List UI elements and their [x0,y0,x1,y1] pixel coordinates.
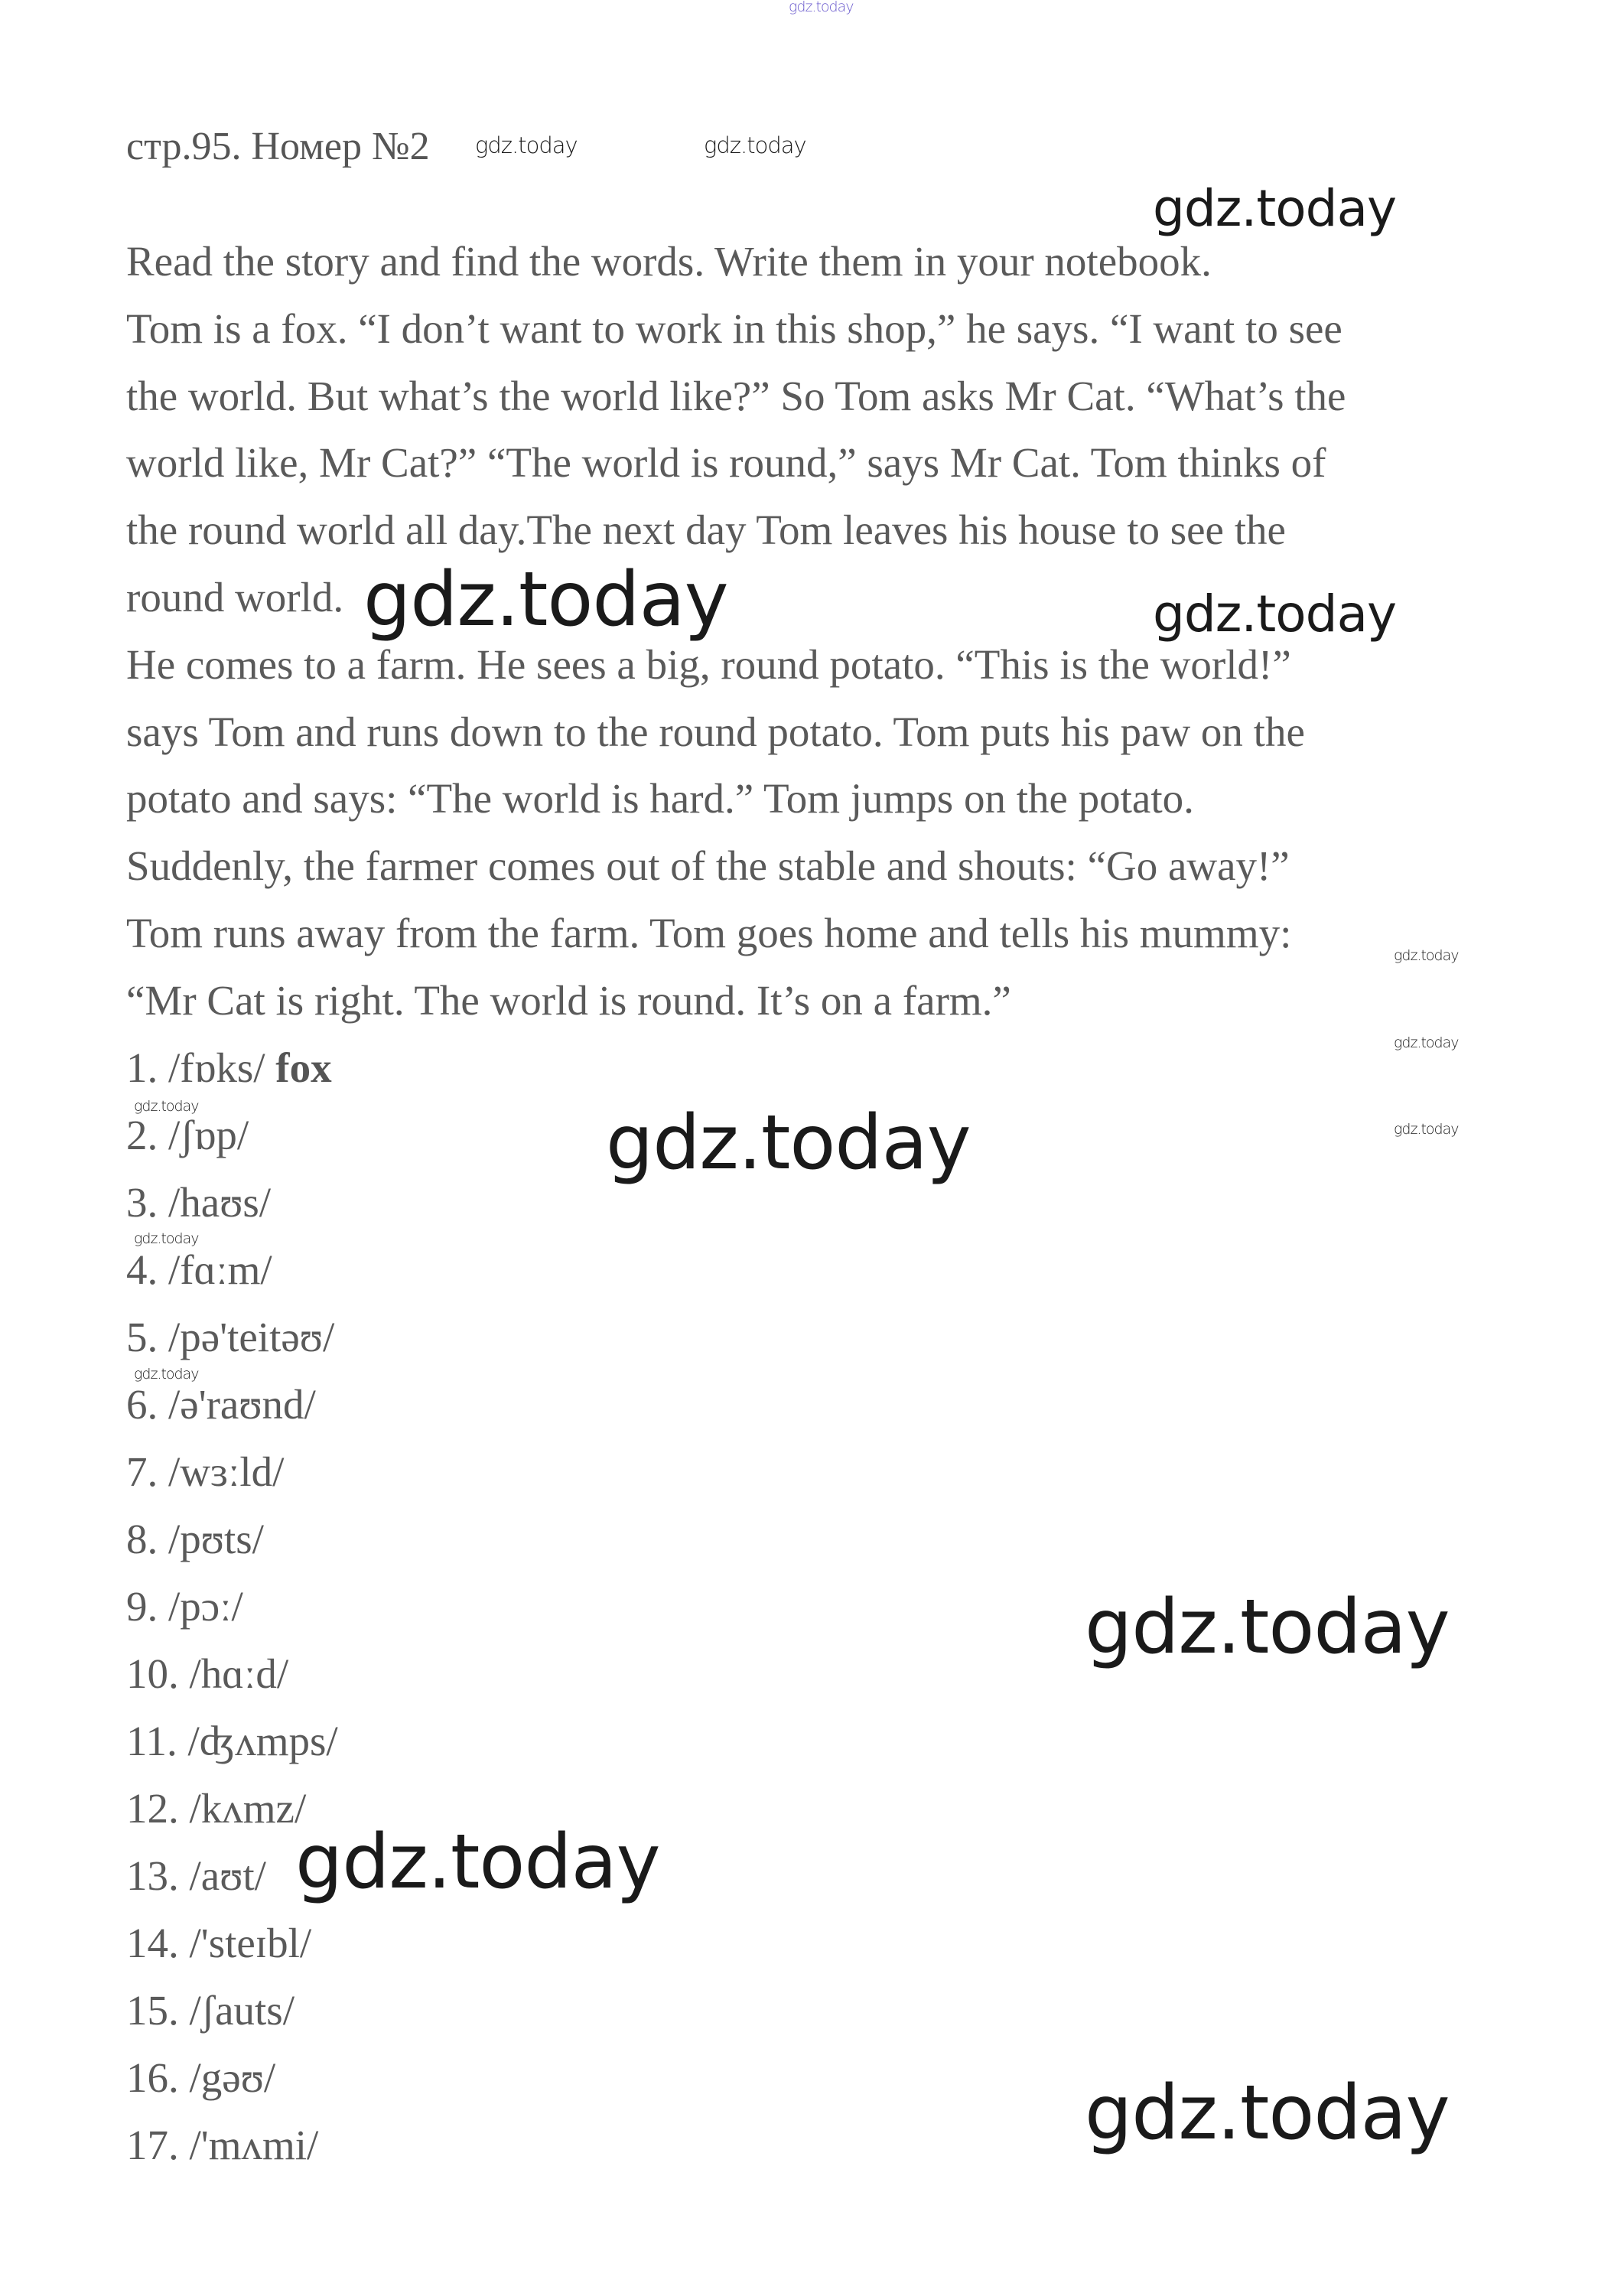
story-line: Suddenly, the farmer comes out of the stable and shouts: “Go away!” [126,842,1290,889]
transcription: 7. /wɜːld/ [126,1448,285,1495]
list-item [126,1448,284,1496]
transcription: 1. /fɒks/ [126,1044,276,1091]
transcription: 16. /gəʊ/ [126,2054,276,2101]
watermark-title-right: gdz.today [704,132,806,158]
transcription: 2. /ʃɒp/ [126,1112,249,1158]
story-line: round world. [126,574,344,620]
story-line: Tom is a fox. “I don’t want to work in this shop,” he says. “I want to see [126,305,1342,352]
list-item [126,2054,275,2102]
transcription: 10. /hɑːd/ [126,1650,289,1697]
answer-word: fox [275,1044,332,1091]
watermark-small-4: gdz.today [134,1098,199,1115]
transcription: 8. /pʊts/ [126,1516,264,1562]
transcription: 17. /'mʌmi/ [126,2122,319,2168]
list-item [126,1178,271,1226]
list-item [126,1650,288,1698]
watermark-small-6: gdz.today [134,1366,199,1383]
page-title: стр.95. Номер №2 [126,125,430,168]
list-item [126,1044,332,1092]
story-line: Tom runs away from the farm. Tom goes home and tells his mummy: [126,910,1292,956]
transcription: 11. /ʤʌmps/ [126,1718,338,1764]
list-item [126,1380,316,1428]
story-instruction: Read the story and find the words. Write them in your notebook. [126,238,1212,285]
list-item [126,1246,272,1294]
story-line: “Mr Cat is right. The world is round. It’s on a farm.” [126,977,1011,1024]
list-item [126,1852,266,1900]
watermark-small-1: gdz.today [1394,947,1459,964]
story-line: the world. But what’s the world like?” So Tom asks Mr Cat. “What’s the [126,373,1346,419]
watermark-small-2: gdz.today [1394,1034,1459,1051]
transcription: 5. /pə'teitəʊ/ [126,1314,335,1360]
list-item [126,1717,338,1765]
watermark-list-left: gdz.today [295,1819,660,1906]
watermark-list-right-upper: gdz.today [1085,1584,1450,1671]
story-line: He comes to a farm. He sees a big, round potato. “This is the world!” [126,641,1291,688]
list-item [126,1515,264,1563]
list-item [126,2121,318,2169]
list-item [126,1313,334,1361]
list-item [126,1111,249,1159]
watermark-small-5: gdz.today [134,1230,199,1247]
watermark-list-right-lower: gdz.today [1085,2070,1450,2157]
watermark-story-middle: gdz.today [363,556,728,643]
transcription: 3. /haʊs/ [126,1179,272,1226]
transcription: 13. /aʊt/ [126,1852,266,1899]
transcription: 12. /kʌmz/ [126,1785,307,1832]
transcription: 6. /ə'raʊnd/ [126,1381,316,1428]
watermark-story-right: gdz.today [1153,585,1397,643]
watermark-small-3: gdz.today [1394,1121,1459,1138]
list-item [126,1582,243,1630]
watermark-list-middle: gdz.today [606,1099,971,1187]
story-line: the round world all day.The next day Tom leaves his house to see the [126,506,1286,553]
transcription: 15. /ʃauts/ [126,1987,295,2034]
list-item [126,1919,311,1967]
list-item [126,1986,295,2034]
transcription: 14. /'steɪbl/ [126,1920,312,1966]
story-line: potato and says: “The world is hard.” Tom jumps on the potato. [126,775,1194,822]
watermark-title-inline: gdz.today [475,132,578,158]
story-line: says Tom and runs down to the round potato. Tom puts his paw on the [126,708,1305,755]
transcription: 4. /fɑːm/ [126,1246,272,1293]
watermark-top: gdz.today [789,0,854,15]
story-line: world like, Mr Cat?” “The world is round,” says Mr Cat. Tom thinks of [126,439,1326,486]
list-item [126,1784,306,1832]
transcription: 9. /pɔː/ [126,1583,243,1630]
watermark-upper-right: gdz.today [1153,179,1397,238]
